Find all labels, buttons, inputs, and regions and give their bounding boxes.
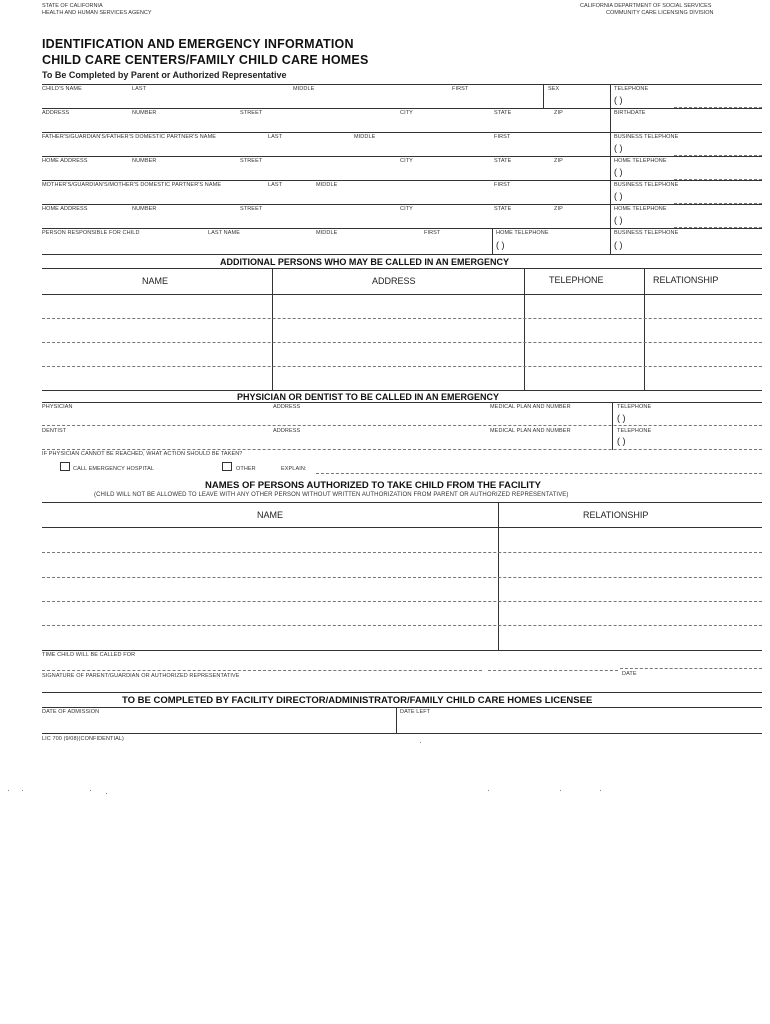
physician-heading: PHYSICIAN OR DENTIST TO BE CALLED IN AN EMERGENCY [237, 392, 500, 402]
authorized-persons-note: (CHILD WILL NOT BE ALLOWED TO LEAVE WITH ANY OTHER PERSON WITHOUT WRITTEN AUTHORIZATION FROM PARENT OR AUTHORIZED REPRESENTATIVE) [94, 492, 569, 498]
childs-name-label: CHILD'S NAME [42, 86, 82, 92]
father-home-telephone-field[interactable]: ( ) [614, 167, 623, 177]
child-sex-label: SEX [548, 86, 560, 92]
explain-line[interactable] [316, 473, 762, 474]
agency-name: HEALTH AND HUMAN SERVICES AGENCY [42, 10, 152, 16]
child-first-label: FIRST [452, 86, 469, 92]
date-left-label: DATE LEFT [400, 709, 431, 715]
mother-business-telephone-field[interactable]: ( ) [614, 191, 623, 201]
mother-city-label: CITY [400, 206, 413, 212]
father-middle-label: MIDDLE [354, 134, 376, 140]
child-telephone-field[interactable]: ( ) [614, 95, 623, 105]
responsible-home-telephone-label: HOME TELEPHONE [496, 230, 549, 236]
father-city-label: CITY [400, 158, 413, 164]
physician-telephone-field[interactable]: ( ) [617, 413, 626, 423]
form-subtitle: To Be Completed by Parent or Authorized Representative [42, 70, 287, 80]
other-label: OTHER [236, 466, 256, 472]
child-street-label: STREET [240, 110, 263, 116]
authorized-persons-heading: NAMES OF PERSONS AUTHORIZED TO TAKE CHILD FROM THE FACILITY [205, 480, 542, 491]
father-street-label: STREET [240, 158, 263, 164]
division-name: COMMUNITY CARE LICENSING DIVISION [606, 10, 714, 16]
mother-home-telephone-label: HOME TELEPHONE [614, 206, 667, 212]
dentist-label: DENTIST [42, 428, 67, 434]
father-zip-label: ZIP [554, 158, 563, 164]
father-state-label: STATE [494, 158, 512, 164]
department-name: CALIFORNIA DEPARTMENT OF SOCIAL SERVICES [580, 3, 712, 9]
father-number-label: NUMBER [132, 158, 157, 164]
dentist-telephone-label: TELEPHONE [617, 428, 652, 434]
child-last-label: LAST [132, 86, 147, 92]
child-address-label: ADDRESS [42, 110, 70, 116]
mother-zip-label: ZIP [554, 206, 563, 212]
explain-label: EXPLAIN: [281, 466, 307, 472]
father-home-telephone-label: HOME TELEPHONE [614, 158, 667, 164]
additional-telephone-header: TELEPHONE [549, 275, 604, 285]
agency-state: STATE OF CALIFORNIA [42, 3, 103, 9]
if-not-reached-label: IF PHYSICIAN CANNOT BE REACHED, WHAT ACTION SHOULD BE TAKEN? [42, 451, 243, 457]
physician-address-label: ADDRESS [273, 404, 301, 410]
authorized-name-header: NAME [257, 510, 284, 520]
responsible-middle-label: MIDDLE [316, 230, 338, 236]
responsible-first-label: FIRST [424, 230, 441, 236]
time-called-for-label: TIME CHILD WILL BE CALLED FOR [42, 652, 136, 658]
additional-name-header: NAME [142, 276, 169, 286]
mother-number-label: NUMBER [132, 206, 157, 212]
form-title-line2: CHILD CARE CENTERS/FAMILY CHILD CARE HOMES [42, 53, 369, 67]
mother-home-telephone-field[interactable]: ( ) [614, 215, 623, 225]
child-telephone-label: TELEPHONE [614, 86, 649, 92]
other-checkbox[interactable] [222, 462, 232, 471]
father-business-telephone-label: BUSINESS TELEPHONE [614, 134, 679, 140]
father-last-label: LAST [268, 134, 283, 140]
signature-label: SIGNATURE OF PARENT/GUARDIAN OR AUTHORIZED REPRESENTATIVE [42, 673, 240, 679]
child-city-label: CITY [400, 110, 413, 116]
father-first-label: FIRST [494, 134, 511, 140]
physician-medical-plan-label: MEDICAL PLAN AND NUMBER [490, 404, 571, 410]
dentist-telephone-field[interactable]: ( ) [617, 436, 626, 446]
mother-first-label: FIRST [494, 182, 511, 188]
responsible-business-telephone-label: BUSINESS TELEPHONE [614, 230, 679, 236]
additional-persons-heading: ADDITIONAL PERSONS WHO MAY BE CALLED IN AN EMERGENCY [220, 257, 510, 267]
child-zip-label: ZIP [554, 110, 563, 116]
responsible-last-name-label: LAST NAME [208, 230, 240, 236]
responsible-business-telephone-field[interactable]: ( ) [614, 240, 623, 250]
mother-middle-label: MIDDLE [316, 182, 338, 188]
form-number: LIC 700 (9/08)(CONFIDENTIAL) [42, 736, 124, 742]
mother-name-label: MOTHER'S/GUARDIAN'S/MOTHER'S DOMESTIC PARTNER'S NAME [42, 182, 222, 188]
mother-state-label: STATE [494, 206, 512, 212]
child-birthdate-label: BIRTHDATE [614, 110, 646, 116]
mother-business-telephone-label: BUSINESS TELEPHONE [614, 182, 679, 188]
mother-street-label: STREET [240, 206, 263, 212]
father-home-address-label: HOME ADDRESS [42, 158, 88, 164]
father-name-label: FATHER'S/GUARDIAN'S/FATHER'S DOMESTIC PARTNER'S NAME [42, 134, 217, 140]
responsible-person-label: PERSON RESPONSIBLE FOR CHILD [42, 230, 140, 236]
call-hospital-checkbox[interactable] [60, 462, 70, 471]
facility-heading: TO BE COMPLETED BY FACILITY DIRECTOR/ADMINISTRATOR/FAMILY CHILD CARE HOMES LICENSEE [122, 695, 593, 706]
child-middle-label: MIDDLE [293, 86, 315, 92]
form-title-line1: IDENTIFICATION AND EMERGENCY INFORMATION [42, 37, 354, 51]
physician-telephone-label: TELEPHONE [617, 404, 652, 410]
child-number-label: NUMBER [132, 110, 157, 116]
dentist-address-label: ADDRESS [273, 428, 301, 434]
date-of-admission-label: DATE OF ADMISSION [42, 709, 100, 715]
call-hospital-label: CALL EMERGENCY HOSPITAL [73, 466, 155, 472]
dentist-medical-plan-label: MEDICAL PLAN AND NUMBER [490, 428, 571, 434]
mother-home-address-label: HOME ADDRESS [42, 206, 88, 212]
additional-address-header: ADDRESS [372, 276, 416, 286]
child-state-label: STATE [494, 110, 512, 116]
date-label: DATE [622, 671, 637, 677]
physician-label: PHYSICIAN [42, 404, 73, 410]
father-business-telephone-field[interactable]: ( ) [614, 143, 623, 153]
authorized-relationship-header: RELATIONSHIP [583, 510, 649, 520]
additional-relationship-header: RELATIONSHIP [653, 275, 719, 285]
responsible-home-telephone-field[interactable]: ( ) [496, 240, 505, 250]
mother-last-label: LAST [268, 182, 283, 188]
